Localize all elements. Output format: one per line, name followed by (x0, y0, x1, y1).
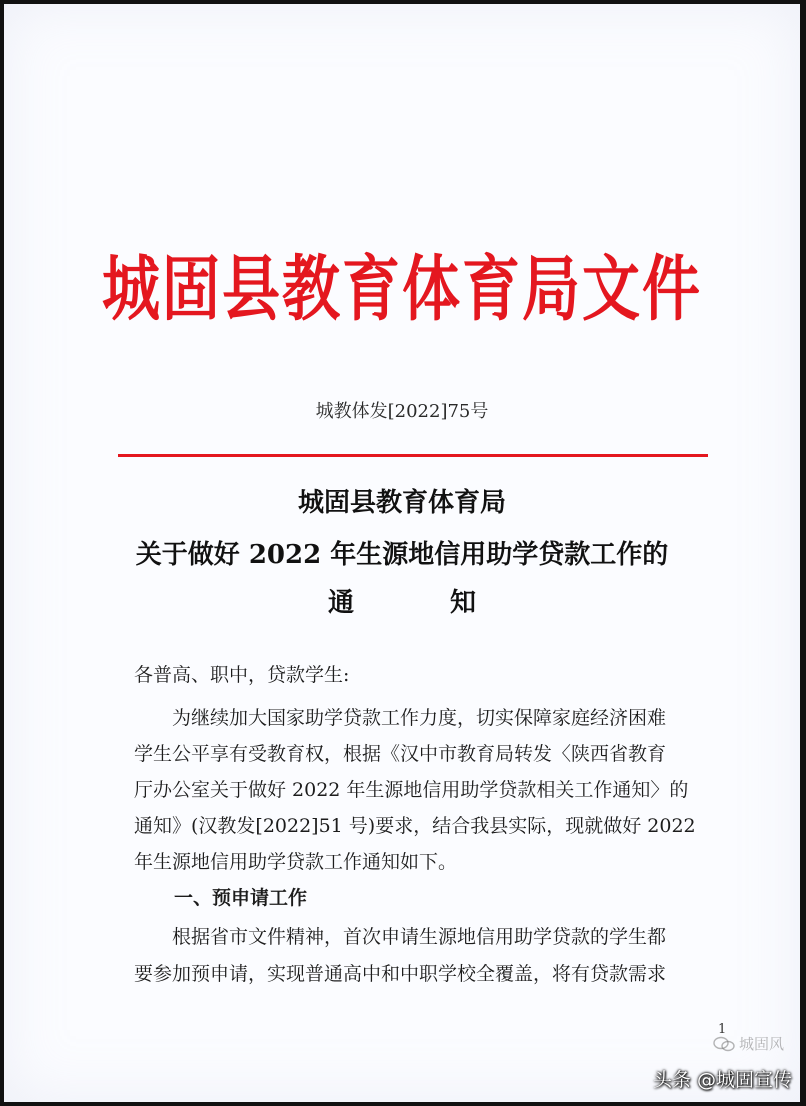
paragraph-1-line-2: 学生公平享有受教育权，根据《汉中市教育局转发〈陕西省教育 (134, 743, 667, 765)
paragraph-2-line-2: 要参加预申请，实现普通高中和中职学校全覆盖，将有贷款需求 (134, 963, 667, 985)
section-1-heading: 一、预申请工作 (174, 887, 308, 909)
paragraph-1-line-4: 通知》(汉教发[2022]51 号)要求，结合我县实际，现就做好 2022 (134, 815, 696, 837)
letterhead-title: 城固县教育体育局文件 (101, 247, 702, 331)
wechat-icon (713, 1036, 735, 1052)
red-divider-line (118, 454, 708, 457)
document-page (4, 4, 800, 1102)
document-number: 城教体发[2022]75号 (315, 401, 489, 422)
faint-watermark (713, 1033, 784, 1054)
paragraph-2-line-1: 根据省市文件精神，首次申请生源地信用助学贷款的学生都 (134, 926, 667, 948)
notice-title-line-1: 城固县教育体育局 (297, 488, 506, 518)
page-number: 1 (718, 1022, 727, 1037)
salutation: 各普高、职中，贷款学生: (134, 664, 350, 686)
paragraph-1-line-5: 年生源地信用助学贷款工作通知如下。 (134, 851, 458, 873)
paragraph-1-line-1: 为继续加大国家助学贷款工作力度，切实保障家庭经济困难 (134, 707, 667, 729)
notice-title-line-2: 关于做好 2022 年生源地信用助学贷款工作的 (135, 540, 669, 570)
notice-title-line-3: 通知 (327, 588, 572, 618)
toutiao-watermark: 头条 @城固宣传 (652, 1069, 792, 1091)
paragraph-1-line-3: 厅办公室关于做好 2022 年生源地信用助学贷款相关工作通知〉的 (134, 779, 689, 801)
faint-watermark-text: 城固风 (738, 1035, 784, 1053)
